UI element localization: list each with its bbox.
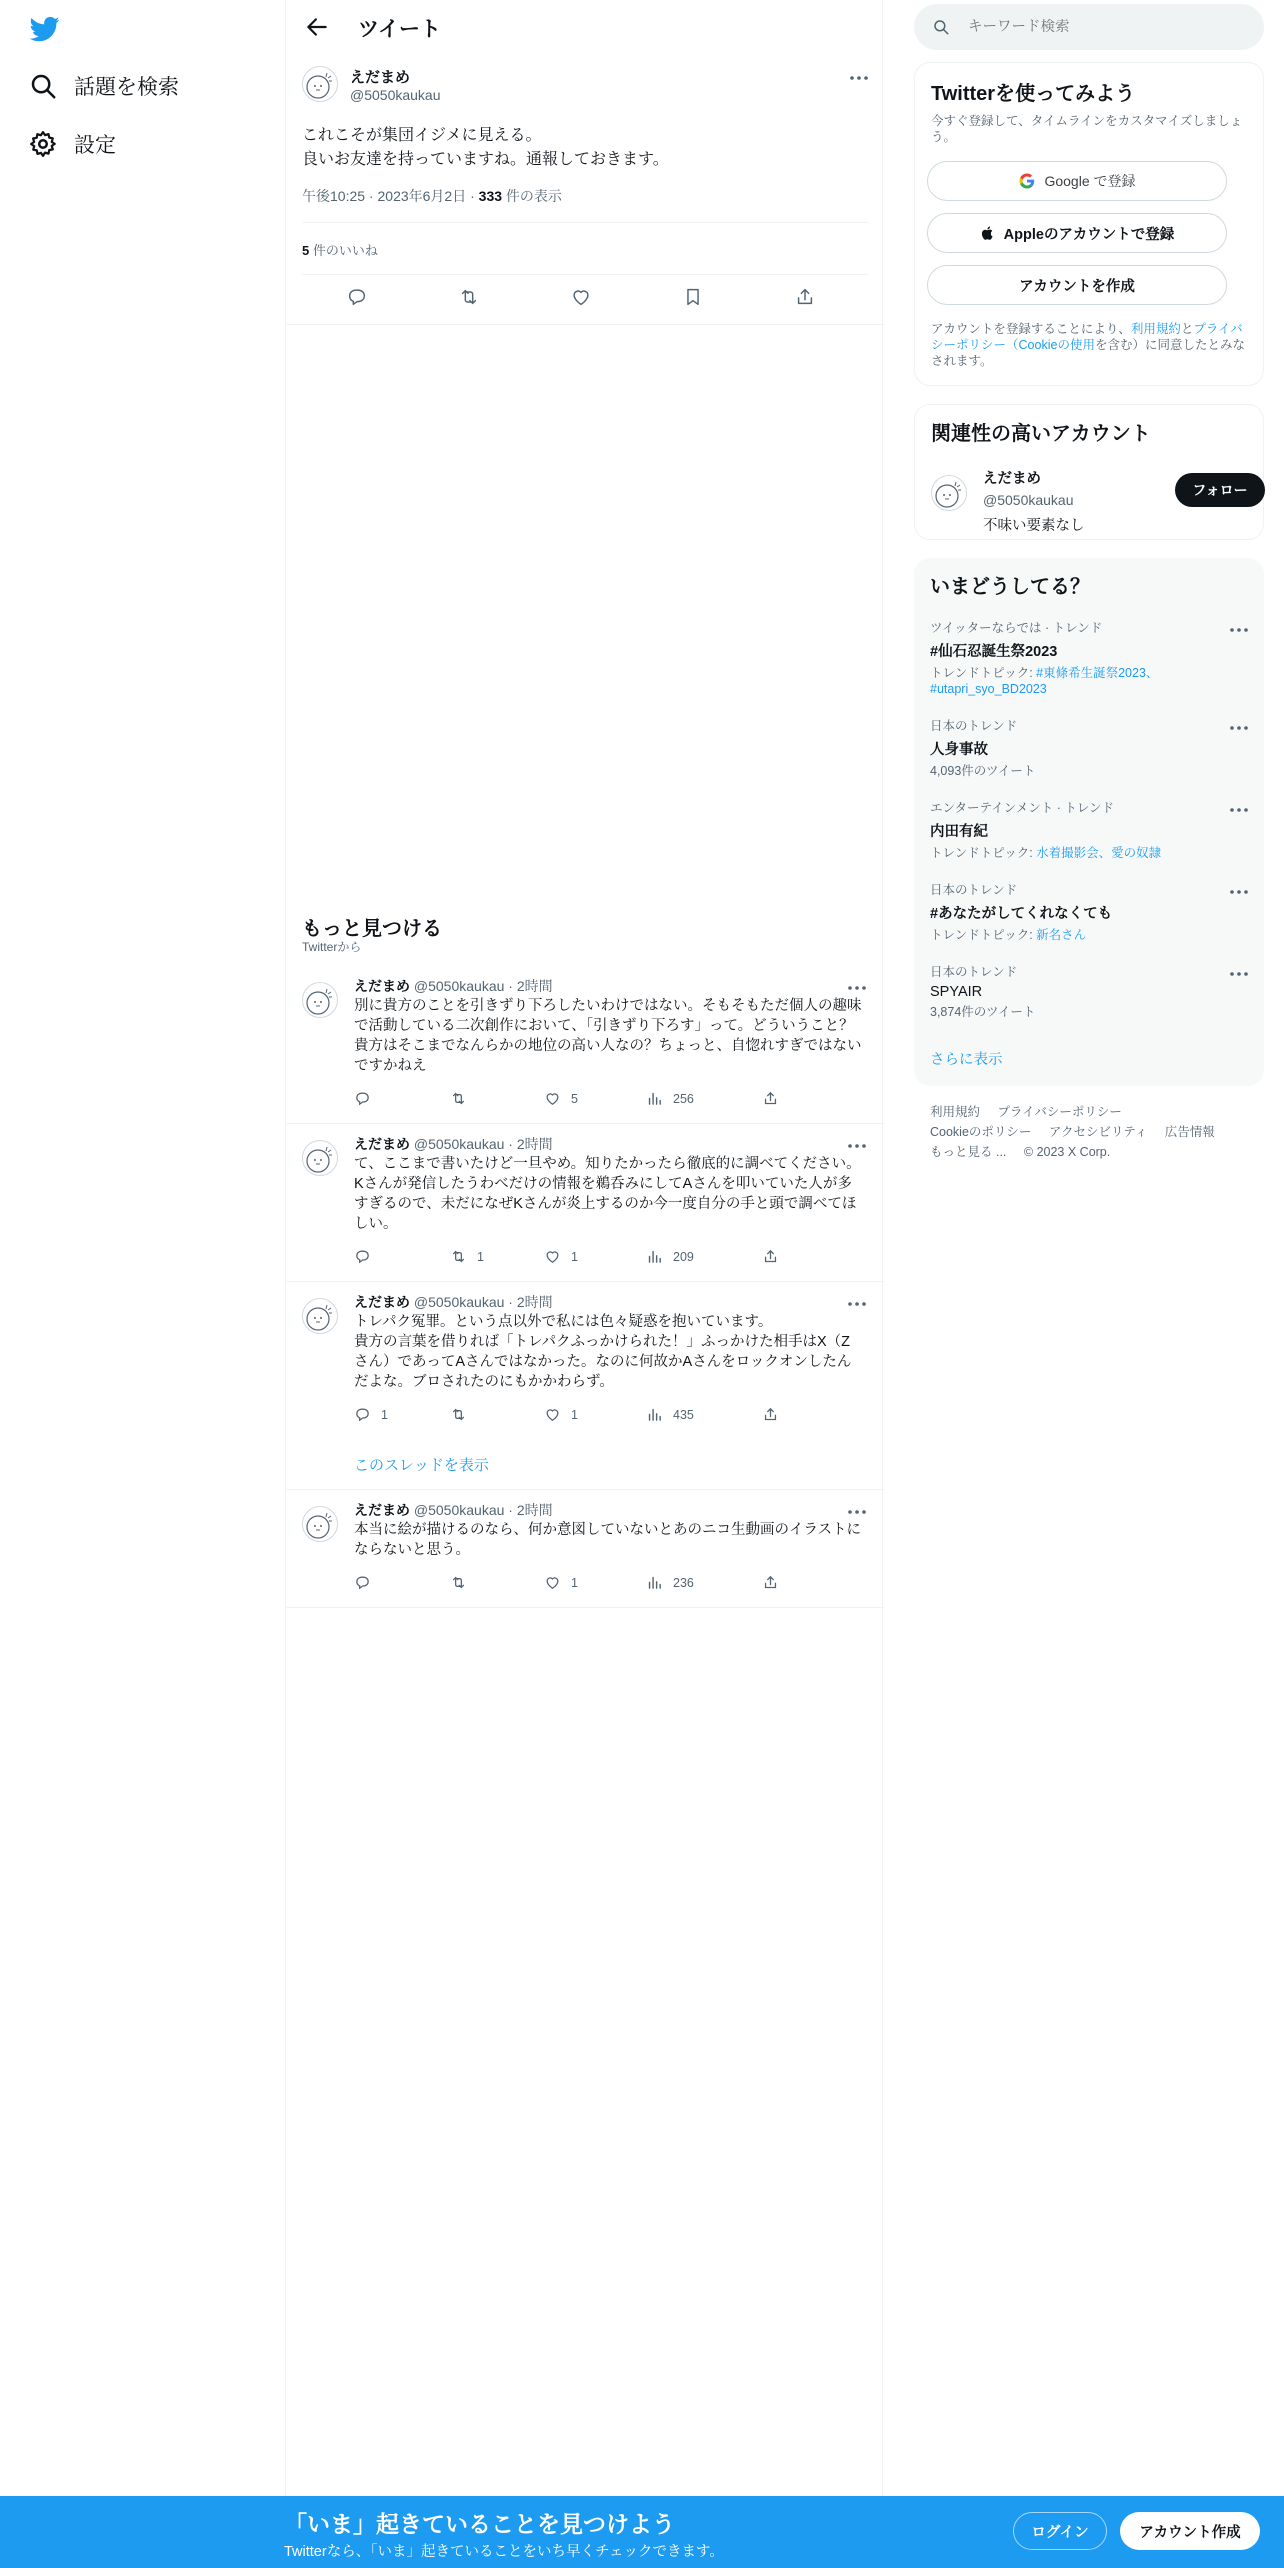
google-signup-label: Google で登録 [1044, 173, 1136, 189]
banner-subtitle: Twitterなら、「いま」起きていることをいち早くチェックできます。 [284, 2544, 724, 2560]
follow-button[interactable]: フォロー [1175, 473, 1265, 507]
google-signup-button[interactable] [927, 161, 1227, 201]
avatar[interactable] [302, 982, 338, 1018]
tweet-text-line-2: 良いお友達を持っていますね。通報しておきます。 [302, 151, 669, 168]
signup-box [914, 62, 1264, 386]
footer-terms-link[interactable]: 利用規約 [930, 1105, 981, 1119]
trend-sub [930, 1004, 1250, 1020]
retweet-button[interactable] [450, 1574, 477, 1591]
reply-count: 1 [381, 1407, 388, 1422]
like-button[interactable] [544, 1248, 578, 1265]
trend-sub-text: 4,093件のツイート [930, 764, 1036, 778]
trend-context: 日本のトレンド [930, 719, 1018, 733]
legal-text [931, 321, 1251, 369]
legal-post: を含む）に同意したとみなされます。 [931, 338, 1245, 368]
like-count: 1 [571, 1249, 578, 1264]
post-author-name[interactable]: えだまめ [354, 1502, 410, 1518]
trend-name: 人身事故 [930, 742, 988, 758]
trend-sub [930, 927, 1250, 943]
more-options-icon[interactable] [848, 70, 870, 80]
likes-count: 5 [302, 243, 310, 258]
views-label: 件の表示 [505, 188, 562, 204]
page-title: ツイート [358, 18, 441, 41]
trend-sub [930, 763, 1250, 779]
trend-item[interactable] [930, 798, 1250, 861]
related-account[interactable] [931, 465, 1251, 535]
post-header: えだまめ @5050kaukau · 2時間 [354, 1136, 553, 1152]
privacy-link[interactable]: プライバシーポリシー [931, 322, 1243, 352]
views-button[interactable] [646, 1574, 694, 1591]
tweet-time[interactable]: 午後10:25 [302, 188, 366, 204]
post-header: えだまめ @5050kaukau · 2時間 [354, 1502, 553, 1518]
footer-cookie-link[interactable]: Cookieのポリシー [930, 1125, 1032, 1139]
views-count: 435 [673, 1407, 694, 1422]
trend-item[interactable] [930, 716, 1250, 779]
trends-box [914, 558, 1264, 1086]
heart-icon [544, 1248, 561, 1265]
trend-topic-link[interactable]: #東條希生誕祭2023、#utapri_syo_BD2023 [930, 666, 1159, 696]
tweet-date[interactable]: 2023年6月2日 [377, 188, 467, 204]
apple-signup-label: Appleのアカウントで登録 [1003, 226, 1175, 243]
like-button[interactable] [544, 1574, 578, 1591]
post-author-handle[interactable]: @5050kaukau [413, 978, 505, 994]
like-button[interactable] [544, 1406, 578, 1423]
views-button[interactable] [646, 1406, 694, 1423]
signup-box-subtitle: 今すぐ登録して、タイムラインをカスタマイズしましょう。 [931, 114, 1243, 144]
reply-button[interactable] [354, 1248, 381, 1265]
analytics-icon [646, 1406, 663, 1423]
legal-and: と [1180, 322, 1194, 336]
tweet-meta: 午後10:25 · 2023年6月2日 · 333 件の表示 [302, 188, 562, 204]
more-section-subtitle: Twitterから [302, 940, 362, 954]
avatar[interactable] [302, 66, 338, 102]
list-item[interactable] [286, 1124, 884, 1282]
reply-icon [354, 1090, 371, 1107]
search-icon [932, 18, 950, 36]
more-options-icon[interactable] [846, 1138, 868, 1148]
tweet-author[interactable] [302, 66, 441, 103]
trend-sub-text: トレンドトピック: [930, 846, 1037, 860]
tweet-actions [302, 286, 868, 314]
share-button[interactable] [762, 1406, 789, 1423]
retweet-icon [450, 1248, 467, 1265]
gear-icon [28, 129, 58, 159]
related-handle[interactable]: @5050kaukau [983, 492, 1074, 508]
post-time[interactable]: 2時間 [516, 1294, 553, 1310]
post-text: 別に貴方のことを引きずり下ろしたいわけではない。そもそもただ個人の趣味で活動している二次創作において、「引きずり下ろす」って。どういうこと？貴方はそこまでなんらかの地位の高い人なの？ちょっと、自惚れすぎではないですかねえ [354, 998, 862, 1074]
avatar[interactable] [931, 475, 967, 511]
analytics-icon [646, 1574, 663, 1591]
trend-item[interactable] [930, 880, 1250, 943]
post-text: て、ここまで書いたけど一旦やめ。知りたかったら徹底的に調べてください。Kさんが発信したうわべだけの情報を鵜呑みにしてAさんを叩いていた人が多すぎるので、未だになぜKさんが炎上するのか今一度自分の手と頭で調べてほしい。 [354, 1156, 861, 1232]
avatar[interactable] [302, 1506, 338, 1542]
more-options-icon[interactable] [1228, 622, 1250, 632]
apple-signup-button[interactable] [927, 213, 1227, 253]
trend-sub-text: 3,874件のツイート [930, 1005, 1036, 1019]
footer-ads-link[interactable]: 広告情報 [1164, 1125, 1215, 1139]
trend-context: 日本のトレンド [930, 965, 1018, 979]
post-author-handle[interactable]: @5050kaukau [413, 1502, 505, 1518]
share-icon [762, 1574, 779, 1591]
twitter-bird-icon[interactable] [28, 14, 62, 44]
reply-button[interactable] [354, 1090, 381, 1107]
retweet-icon[interactable] [458, 286, 482, 310]
trend-context: エンターテインメント · トレンド [930, 801, 1115, 815]
nav-settings[interactable] [28, 124, 116, 164]
retweet-icon [450, 1090, 467, 1107]
list-item[interactable] [286, 1490, 884, 1608]
heart-icon [544, 1574, 561, 1591]
terms-link[interactable]: 利用規約 [1130, 322, 1181, 336]
post-time[interactable]: 2時間 [516, 1502, 553, 1518]
reply-icon [354, 1574, 371, 1591]
post-text: 本当に絵が描けるのなら、何か意図していないとあのニコ生動画のイラストにならないと思う。 [354, 1522, 862, 1558]
author-name[interactable]: えだまめ [350, 69, 411, 86]
likes-summary[interactable] [302, 240, 378, 259]
trend-name: 内田有紀 [930, 824, 988, 840]
trend-context: ツイッターならでは · トレンド [930, 621, 1103, 635]
author-handle[interactable]: @5050kaukau [350, 87, 441, 103]
analytics-icon [646, 1090, 663, 1107]
retweet-button[interactable] [450, 1248, 484, 1265]
views-button[interactable] [646, 1248, 694, 1265]
heart-icon [544, 1090, 561, 1107]
back-arrow-icon[interactable] [304, 14, 330, 40]
post-author-name[interactable]: えだまめ [354, 1294, 410, 1310]
trend-item[interactable] [930, 618, 1250, 697]
avatar[interactable] [302, 1298, 338, 1334]
list-item[interactable] [286, 966, 884, 1124]
legal-open-paren: （ [1006, 338, 1019, 352]
post-author-handle[interactable]: @5050kaukau [413, 1294, 505, 1310]
share-icon [762, 1248, 779, 1265]
trends-title: いまどうしてる？ [930, 576, 1090, 598]
tweet-text [302, 124, 862, 172]
views-button[interactable] [646, 1090, 694, 1107]
share-icon [762, 1406, 779, 1423]
google-icon [1018, 172, 1036, 190]
post-header: えだまめ @5050kaukau · 2時間 [354, 1294, 553, 1310]
banner-title: 「いま」起きていることを見つけよう [284, 2511, 675, 2537]
search-icon [28, 71, 58, 101]
trend-sub-text: トレンドトピック: [930, 666, 1037, 680]
login-button[interactable]: ログイン [1013, 2512, 1107, 2550]
like-count: 1 [571, 1575, 578, 1590]
share-button[interactable] [762, 1574, 789, 1591]
tweet-text-line-1: これこそが集団イジメに見える。 [302, 127, 542, 144]
signup-banner [0, 2496, 1284, 2568]
more-options-icon[interactable] [846, 980, 868, 990]
post-author-handle[interactable]: @5050kaukau [413, 1136, 505, 1152]
divider [286, 324, 884, 325]
trend-context: 日本のトレンド [930, 883, 1018, 897]
retweet-icon [450, 1574, 467, 1591]
like-count: 5 [571, 1091, 578, 1106]
main-column [285, 0, 883, 2500]
show-thread-link[interactable]: このスレッドを表示 [354, 1457, 489, 1474]
retweet-button[interactable] [450, 1406, 477, 1423]
heart-icon[interactable] [570, 286, 594, 310]
trend-name: #あなたがしてくれなくても [930, 906, 1113, 922]
views-count: 209 [673, 1249, 694, 1264]
trend-name: #仙石忍誕生祭2023 [930, 644, 1058, 660]
reply-icon [354, 1406, 371, 1423]
views-count: 256 [673, 1091, 694, 1106]
cookie-link[interactable]: Cookieの使用 [1018, 338, 1095, 352]
create-account-label: アカウントを作成 [1019, 278, 1135, 295]
likes-label: 件のいいね [312, 243, 378, 258]
share-button[interactable] [762, 1248, 789, 1265]
list-item[interactable] [286, 1282, 884, 1490]
more-options-icon[interactable] [1228, 966, 1250, 976]
nav-explore[interactable] [28, 66, 179, 106]
post-time[interactable]: 2時間 [516, 978, 553, 994]
trend-sub-text: トレンドトピック: [930, 928, 1037, 942]
nav-settings-label: 設定 [74, 134, 116, 157]
nav-explore-label: 話題を検索 [74, 76, 179, 99]
apple-icon [980, 225, 996, 241]
like-count: 1 [571, 1407, 578, 1422]
footer-accessibility-link[interactable]: アクセシビリティ [1048, 1125, 1148, 1139]
share-icon[interactable] [794, 286, 818, 310]
views-count: 333 [478, 188, 503, 204]
footer-more-link[interactable]: もっと見る ... [930, 1145, 1007, 1159]
post-text: トレパク冤罪。という点以外で私には色々疑惑を抱いています。 貴方の言葉を借りれば「トレパクふっかけられた！」ふっかけた相手はX（Zさん）であってAさんではなかった。なのに何故かAさんをロックオンしたんだよな。ブロされたのにもかかわらず。 [354, 1314, 852, 1390]
top-bar [286, 0, 884, 54]
post-author-name[interactable]: えだまめ [354, 1136, 410, 1152]
reply-button[interactable] [354, 1574, 381, 1591]
reply-icon[interactable] [346, 286, 370, 310]
bookmark-icon[interactable] [682, 286, 706, 310]
signup-button[interactable]: アカウント作成 [1120, 2512, 1260, 2550]
more-options-icon[interactable] [846, 1504, 868, 1514]
left-navigation [0, 0, 284, 2568]
related-accounts-box [914, 404, 1264, 540]
like-button[interactable] [544, 1090, 578, 1107]
trend-item[interactable] [930, 962, 1250, 1020]
avatar[interactable] [302, 1140, 338, 1176]
search-input[interactable] [968, 19, 1248, 35]
more-options-icon[interactable] [1228, 720, 1250, 730]
show-more-link[interactable]: さらに表示 [930, 1052, 1003, 1068]
retweet-count: 1 [477, 1249, 484, 1264]
trend-sub [930, 665, 1250, 697]
trend-topic-link[interactable]: 水着撮影会、愛の奴隷 [1036, 846, 1162, 860]
related-bio: 不味い要素なし [983, 518, 1085, 534]
retweet-button[interactable] [450, 1090, 477, 1107]
heart-icon [544, 1406, 561, 1423]
more-options-icon[interactable] [846, 1296, 868, 1306]
footer-copyright: © 2023 X Corp. [1023, 1145, 1111, 1159]
footer-privacy-link[interactable]: プライバシーポリシー [997, 1105, 1122, 1119]
footer-links [930, 1102, 1260, 1162]
reply-button[interactable] [354, 1406, 388, 1423]
more-options-icon[interactable] [1228, 884, 1250, 894]
divider [302, 274, 868, 275]
divider [302, 222, 868, 223]
trend-topic-link[interactable]: 新名さん [1036, 928, 1087, 942]
post-header: えだまめ @5050kaukau · 2時間 [354, 978, 553, 994]
more-section-title: もっと見つける [302, 918, 442, 940]
share-icon [762, 1090, 779, 1107]
analytics-icon [646, 1248, 663, 1265]
post-time[interactable]: 2時間 [516, 1136, 553, 1152]
views-count: 236 [673, 1575, 694, 1590]
post-author-name[interactable]: えだまめ [354, 978, 410, 994]
search-bar[interactable] [914, 4, 1264, 50]
reply-icon [354, 1248, 371, 1265]
create-account-button[interactable] [927, 265, 1227, 305]
related-title: 関連性の高いアカウント [931, 423, 1151, 445]
share-button[interactable] [762, 1090, 789, 1107]
legal-pre: アカウントを登録することにより、 [931, 322, 1131, 336]
more-options-icon[interactable] [1228, 802, 1250, 812]
trend-name: SPYAIR [930, 984, 983, 1000]
trend-sub [930, 845, 1250, 861]
related-name[interactable]: えだまめ [983, 471, 1041, 487]
signup-box-title: Twitterを使ってみよう [931, 83, 1136, 105]
retweet-icon [450, 1406, 467, 1423]
